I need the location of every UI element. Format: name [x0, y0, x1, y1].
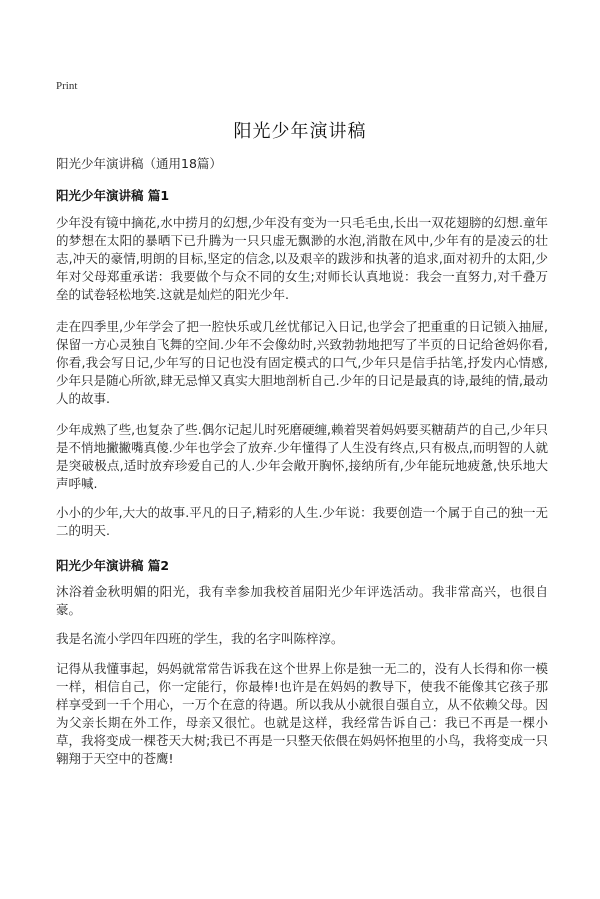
print-label: Print [56, 80, 78, 92]
paragraph: 我是名流小学四年四班的学生，我的名字叫陈梓淳。 [56, 631, 344, 646]
paragraph: 沐浴着金秋明媚的阳光，我有幸参加我校首届阳光少年评选活动。我非常高兴，也很自豪。 [56, 584, 548, 617]
page-title: 阳光少年演讲稿 [233, 121, 367, 142]
section-heading-1: 阳光少年演讲稿 篇1 [56, 188, 170, 203]
section-heading-2: 阳光少年演讲稿 篇2 [56, 558, 170, 573]
paragraph: 记得从我懂事起，妈妈就常常告诉我在这个世界上你是独一无二的，没有人长得和你一模一样，相信自己，你一定能行，你最棒!也许是在妈妈的教导下，使我不能像其它孩子那样享受到一千个用心，一万个在意的待遇。所以我从小就很自强自立，从不依赖父母。因为父亲长期在外工作，母亲又很忙。也就是这样，我经常告诉自己：我已不再是一棵小草，我将变成一棵苍天大树;我已不再是一只整天依偎在妈妈怀抱里的小鸟，我将变成一只翱翔于天空中的苍鹰! [56, 661, 548, 766]
document-subtitle: 阳光少年演讲稿（通用18篇） [56, 156, 222, 171]
paragraph: 少年成熟了些,也复杂了些.偶尔记起儿时死磨硬缠,赖着哭着妈妈要买糖葫芦的自己,少年只是不悄地撇撇嘴真傻.少年也学会了放弃.少年懂得了人生没有终点,只有极点,而明智的人就是突破极点,适时放弃珍爱自己的人.少年会敞开胸怀,接纳所有,少年能玩地疲惫,快乐地大声呼喊. [56, 422, 548, 491]
paragraph: 走在四季里,少年学会了把一腔快乐或几丝忧郁记入日记,也学会了把重重的日记锁入抽屉,保留一方心灵独自飞舞的空间.少年不会像幼时,兴致勃勃地把写了半页的日记给爸妈你看,你看,我会写日记,少年写的日记也没有固定模式的口气,少年只是信手拈笔,抒发内心情感,少年只是随心所欲,肆无忌惮又真实大胆地剖析自己.少年的日记是最真的诗,最纯的情,最动人的故事. [56, 319, 548, 406]
paragraph: 小小的少年,大大的故事.平凡的日子,精彩的人生.少年说：我要创造一个属于自己的独一无二的明天. [56, 505, 548, 538]
paragraph: 少年没有镜中摘花,水中捞月的幻想,少年没有变为一只毛毛虫,长出一双花翅膀的幻想.童年的梦想在太阳的暴晒下已升腾为一只只虚无飘渺的水泡,消散在风中,少年有的是凌云的壮志,冲天的豪情,明朗的目标,坚定的信念,以及艰辛的跋涉和执著的追求,面对初升的太阳,少年对父母郑重承诺：我要做个与众不同的女生;对师长认真地说：我会一直努力,对千叠万垒的试卷轻松地笑.这就是灿烂的阳光少年. [56, 215, 548, 302]
